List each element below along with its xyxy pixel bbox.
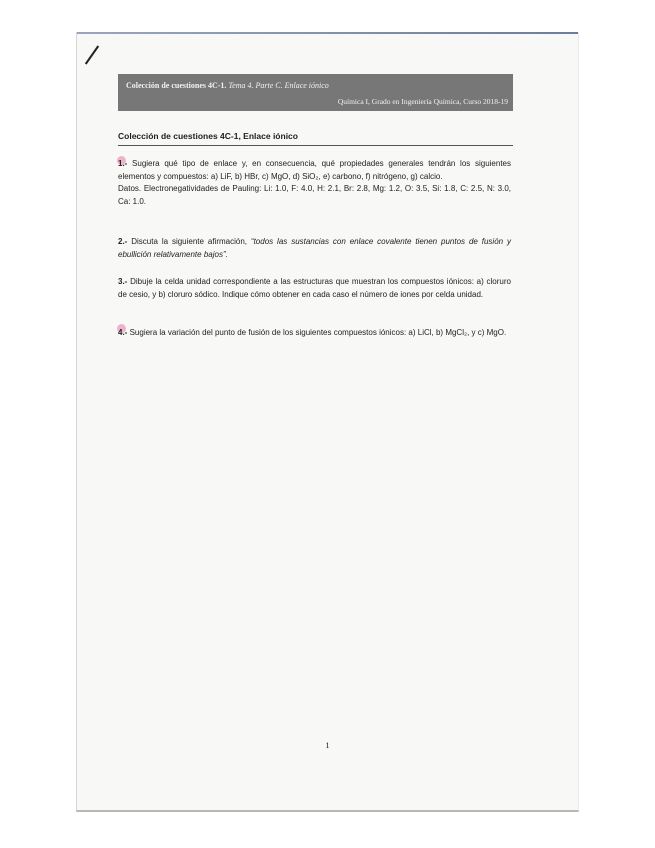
header-italic: Tema 4. Parte C. Enlace iónico xyxy=(228,81,329,90)
question-2 xyxy=(118,236,511,261)
question-4-number: 4.- xyxy=(118,328,128,337)
question-2-text: Discuta la siguiente afirmación, xyxy=(131,237,248,246)
question-3-number: 3.- xyxy=(118,277,128,286)
question-1 xyxy=(118,158,511,208)
question-4 xyxy=(118,327,511,340)
question-2-number: 2.- xyxy=(118,237,128,246)
page-top-edge xyxy=(77,32,578,34)
document-title: Colección de cuestiones 4C-1, Enlace iónico xyxy=(118,131,513,146)
header-bold: Colección de cuestiones 4C-1. xyxy=(126,81,227,90)
question-2-quote: “todos las sustancias con enlace covalente tienen puntos de fusión y ebullición relativamente bajos”. xyxy=(118,237,511,259)
question-3 xyxy=(118,276,511,301)
question-1-text: Sugiera qué tipo de enlace y, en consecuencia, qué propiedades generales tendrán los siguientes elementos y compuestos: a) LiF, b) HBr, c) MgO, d) SiO₂, e) carbono, f) nitrógeno, g) calcio. xyxy=(118,159,511,181)
page-number: 1 xyxy=(325,740,330,750)
pen-tick-mark xyxy=(85,45,99,64)
question-3-text: Dibuje la celda unidad correspondiente a las estructuras que muestran los compuestos iónicos: a) cloruro de cesio, y b) cloruro sódico. Indique cómo obtener en cada caso el número de iones por celda unidad. xyxy=(118,277,511,299)
question-4-text: Sugiera la variación del punto de fusión de los siguientes compuestos iónicos: a) LiCl, b) MgCl₂, y c) MgO. xyxy=(129,328,507,337)
document-page xyxy=(76,32,579,812)
question-1-data: Datos. Electronegatividades de Pauling: Li: 1.0, F: 4.0, H: 2.1, Br: 2.8, Mg: 1.2, O: 3.5, Si: 1.8, C: 2.5, N: 3.0, Ca: 1.0. xyxy=(118,184,511,206)
header-line-1 xyxy=(126,81,329,90)
question-1-number: 1.- xyxy=(118,159,128,168)
header-line-2: Química I, Grado en Ingeniería Química, Curso 2018-19 xyxy=(337,97,508,106)
header-banner xyxy=(118,74,513,111)
